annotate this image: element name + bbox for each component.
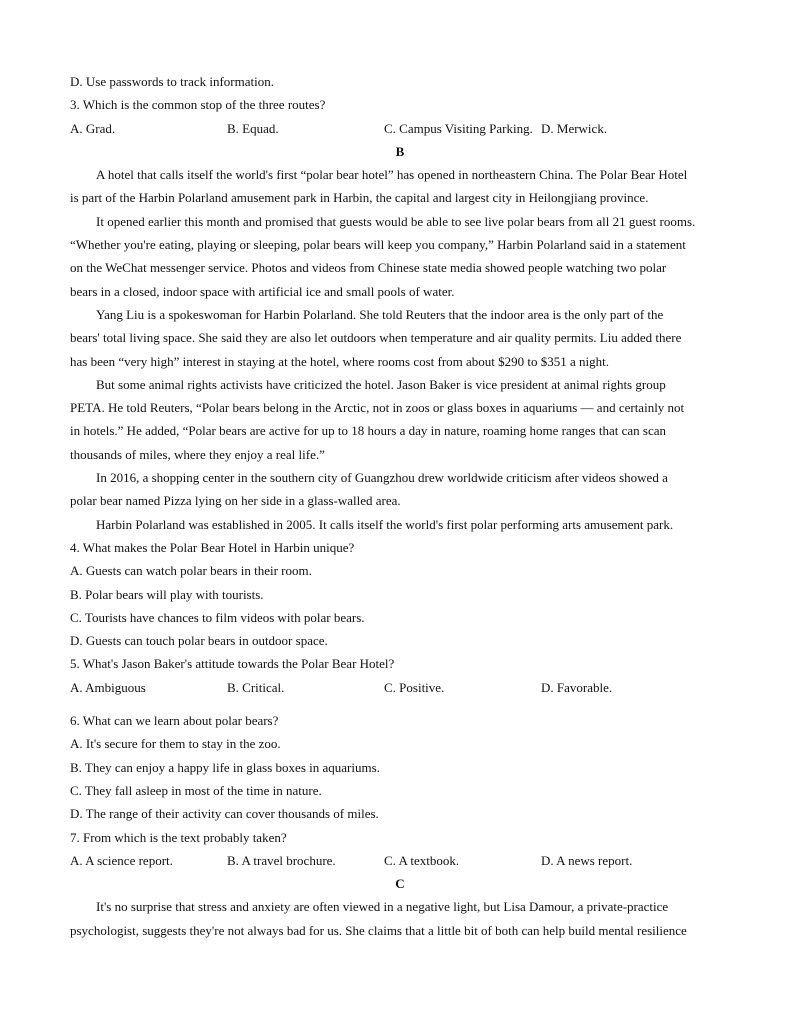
q4-option-b: B. Polar bears will play with tourists. bbox=[70, 586, 264, 602]
passage-b-line: has been “very high” interest in staying at the hotel, where rooms cost from about $290 to $351 a night. bbox=[70, 353, 610, 369]
passage-b-line: “Whether you're eating, playing or sleeping, polar bears will keep you company,” Harbin Polarland said in a statement bbox=[70, 237, 686, 253]
passage-b-line: bears' total living space. She said they are also let outdoors when temperature and air quality permits. Liu added there bbox=[70, 330, 682, 346]
q7-option-c: C. A textbook. bbox=[384, 852, 460, 868]
q3-option-d: D. Merwick. bbox=[541, 120, 608, 136]
passage-b-line: A hotel that calls itself the world's first “polar bear hotel” has opened in northeastern China. The Polar Bear Hotel bbox=[96, 167, 688, 183]
q5-stem: 5. What's Jason Baker's attitude towards the Polar Bear Hotel? bbox=[70, 656, 395, 672]
passage-c-line: It's no surprise that stress and anxiety are often viewed in a negative light, but Lisa Damour, a private-practice bbox=[96, 899, 669, 915]
q6-stem: 6. What can we learn about polar bears? bbox=[70, 713, 279, 729]
q6-option-d: D. The range of their activity can cover thousands of miles. bbox=[70, 806, 379, 822]
q7-option-b: B. A travel brochure. bbox=[227, 852, 336, 868]
q3-options bbox=[70, 117, 730, 140]
passage-b-line: is part of the Harbin Polarland amusement park in Harbin, the capital and largest city in Heilongjiang province. bbox=[70, 190, 649, 206]
q5-option-b: B. Critical. bbox=[227, 679, 285, 695]
q5-option-d: D. Favorable. bbox=[541, 679, 613, 695]
q6-option-c: C. They fall asleep in most of the time in nature. bbox=[70, 782, 322, 798]
document-page bbox=[70, 70, 730, 942]
q4-option-a: A. Guests can watch polar bears in their room. bbox=[70, 563, 312, 579]
section-c-passage bbox=[70, 895, 730, 942]
q5-option-a: A. Ambiguous bbox=[70, 679, 146, 695]
section-b-heading: B bbox=[395, 143, 405, 159]
q7-stem: 7. From which is the text probably taken? bbox=[70, 829, 287, 845]
section-b-passage bbox=[70, 163, 730, 536]
q7-option-a: A. A science report. bbox=[70, 852, 173, 868]
q4-option-d: D. Guests can touch polar bears in outdoor space. bbox=[70, 633, 328, 649]
q6-option-a: A. It's secure for them to stay in the zoo. bbox=[70, 736, 281, 752]
q4-option-c: C. Tourists have chances to film videos with polar bears. bbox=[70, 609, 365, 625]
q6-option-b: B. They can enjoy a happy life in glass boxes in aquariums. bbox=[70, 759, 380, 775]
passage-b-line: It opened earlier this month and promised that guests would be able to see live polar bears from all 21 guest rooms. bbox=[96, 213, 696, 229]
spacer bbox=[70, 699, 730, 709]
q5-options bbox=[70, 676, 730, 699]
q3-stem: 3. Which is the common stop of the three routes? bbox=[70, 97, 326, 113]
q7-option-d: D. A news report. bbox=[541, 852, 633, 868]
passage-b-line: thousands of miles, where they enjoy a real life.” bbox=[70, 446, 325, 462]
passage-c-line: psychologist, suggests they're not always bad for us. She claims that a little bit of both can help build mental resilience bbox=[70, 922, 687, 938]
passage-b-line: polar bear named Pizza lying on her side in a glass-walled area. bbox=[70, 493, 401, 509]
passage-b-line: in hotels.” He added, “Polar bears are active for up to 18 hours a day in nature, roaming home ranges that can scan bbox=[70, 423, 666, 439]
passage-b-line: Harbin Polarland was established in 2005. It calls itself the world's first polar performing arts amusement park. bbox=[96, 516, 674, 532]
passage-b-line: PETA. He told Reuters, “Polar bears belong in the Arctic, not in zoos or glass boxes in aquariums — and certainly not bbox=[70, 400, 685, 416]
q3-option-b: B. Equad. bbox=[227, 120, 279, 136]
q3-option-a: A. Grad. bbox=[70, 120, 116, 136]
q3-option-c: C. Campus Visiting Parking. bbox=[384, 120, 533, 136]
q7-options bbox=[70, 849, 730, 872]
q5-option-c: C. Positive. bbox=[384, 679, 445, 695]
passage-b-line: bears in a closed, indoor space with artificial ice and small pools of water. bbox=[70, 283, 455, 299]
passage-b-line: Yang Liu is a spokeswoman for Harbin Polarland. She told Reuters that the indoor area is the only part of the bbox=[96, 306, 664, 322]
q4-stem: 4. What makes the Polar Bear Hotel in Harbin unique? bbox=[70, 539, 355, 555]
section-c-heading: C bbox=[395, 876, 405, 892]
q2-option-d: D. Use passwords to track information. bbox=[70, 74, 274, 89]
passage-b-line: In 2016, a shopping center in the southern city of Guangzhou drew worldwide criticism after videos showed a bbox=[96, 470, 668, 486]
passage-b-line: on the WeChat messenger service. Photos and videos from Chinese state media showed people watching two polar bbox=[70, 260, 667, 276]
passage-b-line: But some animal rights activists have criticized the hotel. Jason Baker is vice president at animal rights group bbox=[96, 376, 666, 392]
